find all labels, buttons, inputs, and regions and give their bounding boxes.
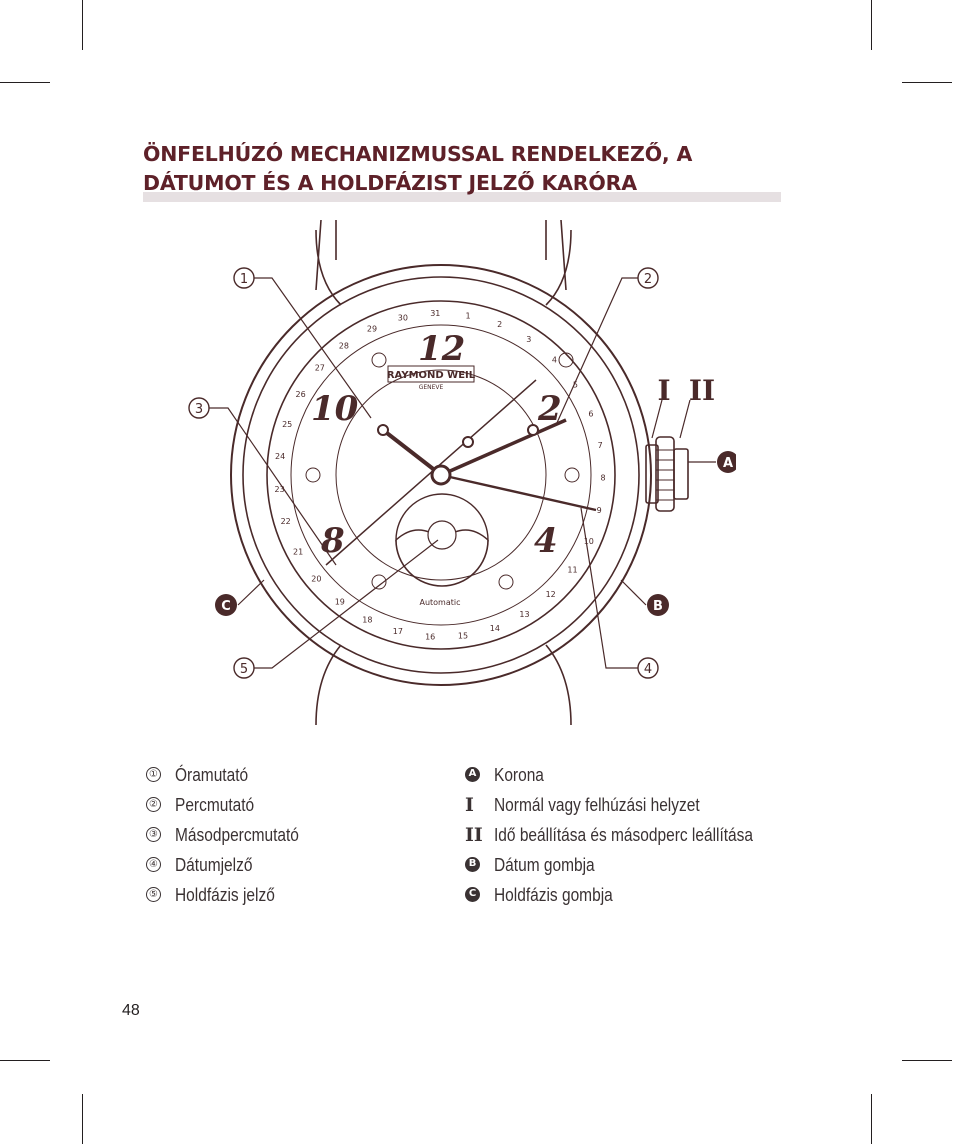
- legend-text: Dátumjelző: [175, 855, 253, 875]
- legend-item: [465, 850, 795, 880]
- legend-marker: ⑤: [146, 887, 161, 902]
- hour-dot: [372, 353, 386, 367]
- legend-marker: C: [465, 887, 480, 902]
- legend-item: [146, 880, 426, 910]
- legend-marker: A: [465, 767, 480, 782]
- legend-item: [146, 850, 426, 880]
- crop-mark: [902, 1060, 952, 1061]
- legend-item: [465, 760, 795, 790]
- crop-mark: [0, 1060, 50, 1061]
- callout-C: [215, 594, 237, 616]
- lug-bottom-right: [546, 645, 571, 725]
- dial-numeral-4: 4: [534, 521, 558, 561]
- legend-text: Holdfázis gombja: [494, 885, 613, 905]
- date-ring-number: 8: [600, 473, 606, 483]
- dial-numeral-10: 10: [311, 389, 359, 429]
- strap-top: [316, 220, 566, 290]
- date-ring-number: 24: [275, 452, 286, 462]
- legend-item: [146, 790, 426, 820]
- date-ring-number: 3: [526, 334, 532, 344]
- page-title-line-2: DÁTUMOT ÉS A HOLDFÁZIST JELZŐ KARÓRA: [143, 171, 637, 195]
- date-ring-number: 21: [293, 547, 304, 557]
- legend-left: [146, 760, 426, 910]
- crown-position-I: I: [657, 374, 671, 407]
- legend-marker: B: [465, 857, 480, 872]
- date-ring-number: 26: [295, 390, 306, 400]
- center-pin: [432, 466, 450, 484]
- hour-dot: [499, 575, 513, 589]
- date-ring-number: 12: [545, 590, 556, 600]
- legend-text: Idő beállítása és másodperc leállítása: [494, 825, 754, 845]
- watch-diagram: [176, 220, 736, 730]
- legend-marker: I: [465, 794, 474, 816]
- date-ring-number: 2: [497, 320, 503, 329]
- date-ring-number: 18: [362, 615, 373, 625]
- legend-item: [146, 820, 426, 850]
- date-ring-number: 6: [588, 409, 594, 419]
- date-ring-number: 29: [366, 324, 378, 334]
- callout-A: [717, 451, 736, 473]
- date-ring-number: 11: [567, 565, 578, 575]
- page-title: [143, 140, 783, 198]
- date-ring-number: 7: [597, 440, 603, 450]
- crown-extension: [674, 449, 688, 499]
- date-ring-number: 13: [519, 609, 530, 619]
- legend-text: Percmutató: [175, 795, 255, 815]
- date-ring-number: 14: [489, 623, 500, 633]
- brand-name: RAYMOND WEIL: [386, 370, 476, 381]
- svg-text:B: B: [653, 599, 663, 614]
- svg-text:4: 4: [643, 662, 653, 677]
- legend-item: [465, 790, 795, 820]
- svg-text:C: C: [221, 599, 231, 614]
- legend-text: Holdfázis jelző: [175, 885, 275, 905]
- svg-text:2: 2: [643, 272, 653, 287]
- legend-marker: II: [465, 824, 483, 846]
- legend-marker: ④: [146, 857, 161, 872]
- svg-text:1: 1: [239, 272, 249, 287]
- date-ring-number: 5: [572, 380, 578, 390]
- legend-item: [465, 820, 795, 850]
- date-ring-number: 31: [430, 309, 441, 319]
- date-ring-number: 17: [392, 627, 403, 637]
- legend-item: [146, 760, 426, 790]
- crown-position-II: II: [688, 374, 716, 407]
- legend-text: Korona: [494, 765, 544, 785]
- hour-dot: [306, 468, 320, 482]
- brand-city: GENEVE: [418, 384, 444, 391]
- date-ring-number: 28: [338, 341, 349, 351]
- date-hand: [441, 475, 596, 510]
- hour-hand: [383, 430, 441, 475]
- hour-dot: [565, 468, 579, 482]
- date-ring-number: 15: [457, 631, 469, 641]
- date-ring-number: 20: [311, 574, 322, 584]
- legend-marker: ②: [146, 797, 161, 812]
- page-number: 48: [122, 1002, 140, 1019]
- lug-top-right: [546, 230, 571, 305]
- callout-1: [234, 268, 254, 288]
- callout-3: [189, 398, 209, 418]
- date-ring-number: 30: [397, 313, 408, 323]
- page-title-line-1: ÖNFELHÚZÓ MECHANIZMUSSAL RENDELKEZŐ, A: [143, 142, 693, 166]
- dial-numeral-12: 12: [418, 329, 466, 369]
- date-ring-number: 10: [583, 537, 594, 547]
- crop-mark: [902, 82, 952, 83]
- svg-text:A: A: [722, 456, 734, 471]
- date-ring-number: 19: [334, 597, 345, 607]
- dial-numeral-8: 8: [321, 521, 345, 561]
- date-ring-number: 9: [596, 506, 602, 516]
- crop-mark: [871, 1094, 872, 1144]
- second-hand-ring: [463, 437, 473, 447]
- crop-mark: [82, 1094, 83, 1144]
- callout-line-C: [238, 580, 264, 605]
- date-ring-number: 25: [282, 420, 293, 430]
- legend-text: Óramutató: [175, 765, 249, 785]
- date-ring-number: 1: [465, 311, 471, 321]
- legend-marker: ③: [146, 827, 161, 842]
- legend-text: Dátum gombja: [494, 855, 595, 875]
- svg-text:3: 3: [194, 402, 204, 417]
- callout-B: [647, 594, 669, 616]
- legend-item: [465, 880, 795, 910]
- date-ring-number: 22: [280, 517, 291, 527]
- crop-mark: [0, 82, 50, 83]
- crop-mark: [82, 0, 83, 50]
- minute-hand-ring: [528, 425, 538, 435]
- legend-right: [465, 760, 795, 910]
- svg-text:5: 5: [239, 662, 249, 677]
- legend-text: Másodpercmutató: [175, 825, 299, 845]
- legend-text: Normál vagy felhúzási helyzet: [494, 795, 700, 815]
- crop-mark: [871, 0, 872, 50]
- date-ring-number: 23: [274, 484, 285, 494]
- date-ring-number: 27: [314, 363, 325, 373]
- callout-4: [638, 658, 658, 678]
- callout-5: [234, 658, 254, 678]
- dial-numeral-2: 2: [538, 389, 562, 429]
- automatic-label: Automatic: [419, 598, 461, 607]
- callout-line-B: [621, 580, 646, 605]
- date-ring-number: 4: [551, 355, 557, 365]
- hour-hand-ring: [378, 425, 388, 435]
- date-ring-number: 16: [425, 632, 436, 642]
- callout-2: [638, 268, 658, 288]
- legend-marker: ①: [146, 767, 161, 782]
